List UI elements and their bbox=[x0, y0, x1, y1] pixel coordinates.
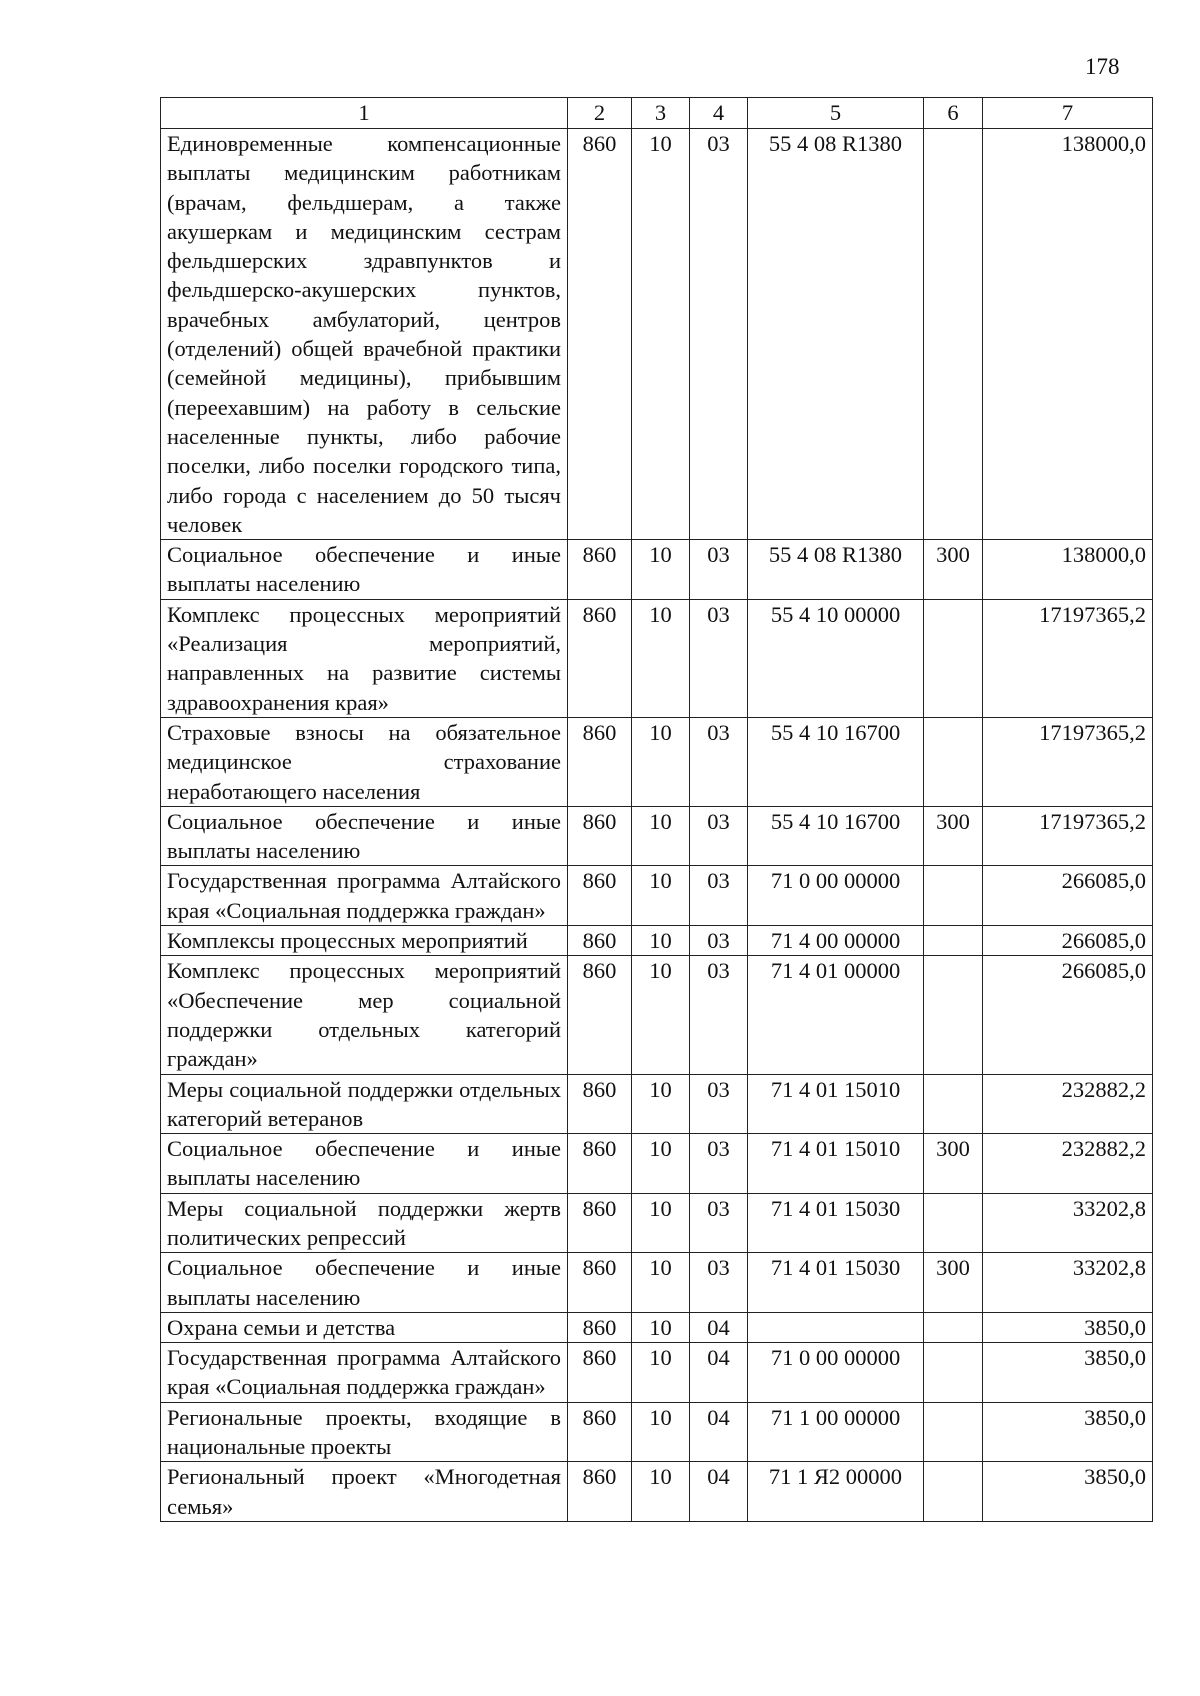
expense-type-cell: 300 bbox=[924, 1253, 983, 1313]
expense-type-cell bbox=[924, 956, 983, 1074]
amount-cell: 266085,0 bbox=[983, 866, 1153, 926]
table-row bbox=[161, 540, 1153, 600]
column-header: 4 bbox=[690, 98, 748, 129]
table-row bbox=[161, 1343, 1153, 1403]
target-article-cell: 71 4 01 15010 bbox=[748, 1134, 924, 1194]
ministry-code-cell: 860 bbox=[568, 1253, 632, 1313]
section-code-cell: 10 bbox=[632, 540, 690, 600]
column-header: 2 bbox=[568, 98, 632, 129]
subsection-code-cell: 03 bbox=[690, 926, 748, 956]
expense-type-cell bbox=[924, 1312, 983, 1342]
item-name-cell: Комплексы процессных мероприятий bbox=[161, 926, 568, 956]
expense-type-cell bbox=[924, 1193, 983, 1253]
amount-cell: 33202,8 bbox=[983, 1193, 1153, 1253]
target-article-cell: 71 0 00 00000 bbox=[748, 866, 924, 926]
table-row bbox=[161, 1193, 1153, 1253]
amount-cell: 3850,0 bbox=[983, 1343, 1153, 1403]
ministry-code-cell: 860 bbox=[568, 956, 632, 1074]
target-article-cell bbox=[748, 1312, 924, 1342]
table-row bbox=[161, 129, 1153, 540]
section-code-cell: 10 bbox=[632, 926, 690, 956]
subsection-code-cell: 03 bbox=[690, 599, 748, 717]
ministry-code-cell: 860 bbox=[568, 1193, 632, 1253]
expense-type-cell bbox=[924, 1462, 983, 1522]
subsection-code-cell: 04 bbox=[690, 1312, 748, 1342]
table-row bbox=[161, 956, 1153, 1074]
subsection-code-cell: 03 bbox=[690, 540, 748, 600]
expense-type-cell: 300 bbox=[924, 1134, 983, 1194]
target-article-cell: 71 4 00 00000 bbox=[748, 926, 924, 956]
section-code-cell: 10 bbox=[632, 1462, 690, 1522]
amount-cell: 3850,0 bbox=[983, 1462, 1153, 1522]
header-row bbox=[161, 98, 1153, 129]
ministry-code-cell: 860 bbox=[568, 866, 632, 926]
expense-type-cell bbox=[924, 1402, 983, 1462]
section-code-cell: 10 bbox=[632, 1253, 690, 1313]
target-article-cell: 55 4 10 16700 bbox=[748, 717, 924, 806]
item-name-cell: Государственная программа Алтайского края «Социальная поддержка граждан» bbox=[161, 1343, 568, 1403]
ministry-code-cell: 860 bbox=[568, 717, 632, 806]
item-name-cell: Единовременные компенсационные выплаты медицинским работникам (врачам, фельдшерам, а также акушеркам и медицинским сестрам фельдшерских здравпунктов и фельдшерско-акушерских пунктов, врачебных амбулаторий, центров (отделений) общей врачебной практики (семейной медицины), прибывшим (переехавшим) на работу в сельские населенные пункты, либо рабочие поселки, либо поселки городского типа, либо города с населением до 50 тысяч человек bbox=[161, 129, 568, 540]
section-code-cell: 10 bbox=[632, 599, 690, 717]
amount-cell: 232882,2 bbox=[983, 1134, 1153, 1194]
column-header: 1 bbox=[161, 98, 568, 129]
target-article-cell: 55 4 08 R1380 bbox=[748, 540, 924, 600]
page-number: 178 bbox=[1085, 54, 1120, 79]
subsection-code-cell: 03 bbox=[690, 1074, 748, 1134]
table-row bbox=[161, 1462, 1153, 1522]
amount-cell: 3850,0 bbox=[983, 1402, 1153, 1462]
amount-cell: 17197365,2 bbox=[983, 806, 1153, 866]
ministry-code-cell: 860 bbox=[568, 540, 632, 600]
target-article-cell: 71 1 00 00000 bbox=[748, 1402, 924, 1462]
expense-type-cell bbox=[924, 717, 983, 806]
section-code-cell: 10 bbox=[632, 806, 690, 866]
subsection-code-cell: 03 bbox=[690, 1253, 748, 1313]
column-header: 6 bbox=[924, 98, 983, 129]
ministry-code-cell: 860 bbox=[568, 1343, 632, 1403]
section-code-cell: 10 bbox=[632, 1402, 690, 1462]
ministry-code-cell: 860 bbox=[568, 1134, 632, 1194]
expense-type-cell bbox=[924, 599, 983, 717]
ministry-code-cell: 860 bbox=[568, 806, 632, 866]
subsection-code-cell: 03 bbox=[690, 129, 748, 540]
item-name-cell: Региональный проект «Многодетная семья» bbox=[161, 1462, 568, 1522]
subsection-code-cell: 03 bbox=[690, 1134, 748, 1194]
ministry-code-cell: 860 bbox=[568, 129, 632, 540]
item-name-cell: Меры социальной поддержки отдельных категорий ветеранов bbox=[161, 1074, 568, 1134]
item-name-cell: Социальное обеспечение и иные выплаты населению bbox=[161, 806, 568, 866]
table-row bbox=[161, 1253, 1153, 1313]
table-row bbox=[161, 599, 1153, 717]
budget-table bbox=[160, 97, 1153, 1522]
table-row bbox=[161, 1402, 1153, 1462]
ministry-code-cell: 860 bbox=[568, 599, 632, 717]
ministry-code-cell: 860 bbox=[568, 926, 632, 956]
table-body bbox=[161, 129, 1153, 1522]
table-row bbox=[161, 806, 1153, 866]
ministry-code-cell: 860 bbox=[568, 1312, 632, 1342]
section-code-cell: 10 bbox=[632, 866, 690, 926]
item-name-cell: Страховые взносы на обязательное медицинское страхование неработающего населения bbox=[161, 717, 568, 806]
section-code-cell: 10 bbox=[632, 717, 690, 806]
section-code-cell: 10 bbox=[632, 1193, 690, 1253]
expense-type-cell: 300 bbox=[924, 806, 983, 866]
amount-cell: 138000,0 bbox=[983, 129, 1153, 540]
ministry-code-cell: 860 bbox=[568, 1462, 632, 1522]
amount-cell: 17197365,2 bbox=[983, 599, 1153, 717]
expense-type-cell bbox=[924, 866, 983, 926]
item-name-cell: Социальное обеспечение и иные выплаты населению bbox=[161, 1134, 568, 1194]
amount-cell: 3850,0 bbox=[983, 1312, 1153, 1342]
table-row bbox=[161, 866, 1153, 926]
table-row bbox=[161, 1074, 1153, 1134]
subsection-code-cell: 03 bbox=[690, 866, 748, 926]
target-article-cell: 71 4 01 15030 bbox=[748, 1193, 924, 1253]
ministry-code-cell: 860 bbox=[568, 1402, 632, 1462]
target-article-cell: 55 4 08 R1380 bbox=[748, 129, 924, 540]
subsection-code-cell: 04 bbox=[690, 1402, 748, 1462]
expense-type-cell bbox=[924, 1343, 983, 1403]
target-article-cell: 71 4 01 15010 bbox=[748, 1074, 924, 1134]
table-row bbox=[161, 717, 1153, 806]
subsection-code-cell: 03 bbox=[690, 956, 748, 1074]
amount-cell: 138000,0 bbox=[983, 540, 1153, 600]
column-header: 5 bbox=[748, 98, 924, 129]
expense-type-cell bbox=[924, 926, 983, 956]
section-code-cell: 10 bbox=[632, 1312, 690, 1342]
amount-cell: 33202,8 bbox=[983, 1253, 1153, 1313]
subsection-code-cell: 03 bbox=[690, 1193, 748, 1253]
section-code-cell: 10 bbox=[632, 956, 690, 1074]
amount-cell: 17197365,2 bbox=[983, 717, 1153, 806]
section-code-cell: 10 bbox=[632, 1074, 690, 1134]
column-header: 7 bbox=[983, 98, 1153, 129]
item-name-cell: Государственная программа Алтайского края «Социальная поддержка граждан» bbox=[161, 866, 568, 926]
expense-type-cell bbox=[924, 129, 983, 540]
item-name-cell: Социальное обеспечение и иные выплаты населению bbox=[161, 1253, 568, 1313]
item-name-cell: Комплекс процессных мероприятий «Реализация мероприятий, направленных на развитие системы здравоохранения края» bbox=[161, 599, 568, 717]
target-article-cell: 71 4 01 15030 bbox=[748, 1253, 924, 1313]
section-code-cell: 10 bbox=[632, 129, 690, 540]
item-name-cell: Комплекс процессных мероприятий «Обеспечение мер социальной поддержки отдельных категорий граждан» bbox=[161, 956, 568, 1074]
column-header: 3 bbox=[632, 98, 690, 129]
subsection-code-cell: 04 bbox=[690, 1462, 748, 1522]
section-code-cell: 10 bbox=[632, 1134, 690, 1194]
item-name-cell: Охрана семьи и детства bbox=[161, 1312, 568, 1342]
ministry-code-cell: 860 bbox=[568, 1074, 632, 1134]
subsection-code-cell: 03 bbox=[690, 806, 748, 866]
target-article-cell: 71 4 01 00000 bbox=[748, 956, 924, 1074]
table-row bbox=[161, 926, 1153, 956]
table-row bbox=[161, 1134, 1153, 1194]
amount-cell: 266085,0 bbox=[983, 926, 1153, 956]
subsection-code-cell: 03 bbox=[690, 717, 748, 806]
item-name-cell: Региональные проекты, входящие в национальные проекты bbox=[161, 1402, 568, 1462]
target-article-cell: 71 0 00 00000 bbox=[748, 1343, 924, 1403]
target-article-cell: 71 1 Я2 00000 bbox=[748, 1462, 924, 1522]
target-article-cell: 55 4 10 16700 bbox=[748, 806, 924, 866]
table-row bbox=[161, 1312, 1153, 1342]
expense-type-cell bbox=[924, 1074, 983, 1134]
amount-cell: 232882,2 bbox=[983, 1074, 1153, 1134]
item-name-cell: Меры социальной поддержки жертв политических репрессий bbox=[161, 1193, 568, 1253]
expense-type-cell: 300 bbox=[924, 540, 983, 600]
section-code-cell: 10 bbox=[632, 1343, 690, 1403]
subsection-code-cell: 04 bbox=[690, 1343, 748, 1403]
amount-cell: 266085,0 bbox=[983, 956, 1153, 1074]
target-article-cell: 55 4 10 00000 bbox=[748, 599, 924, 717]
item-name-cell: Социальное обеспечение и иные выплаты населению bbox=[161, 540, 568, 600]
